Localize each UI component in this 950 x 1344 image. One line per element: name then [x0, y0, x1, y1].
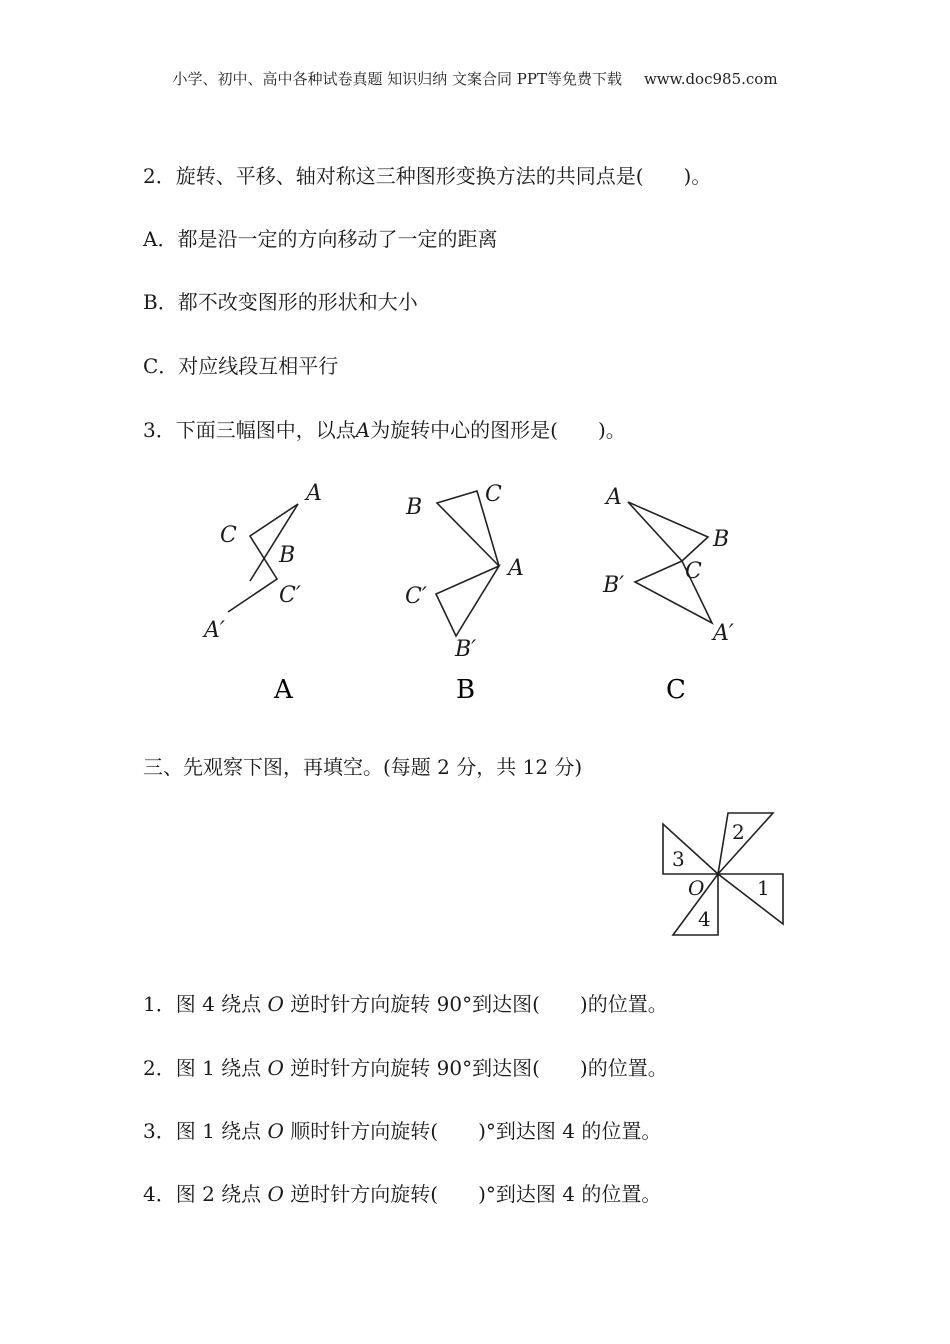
fill-question-1: 1．图 4 绕点 O 逆时针方向旋转 90°到达图( )的位置。 [143, 992, 668, 1016]
fill-question-3: 3．图 1 绕点 O 顺时针方向旋转( )°到达图 4 的位置。 [143, 1119, 662, 1143]
fill-question-2: 2．图 1 绕点 O 逆时针方向旋转 90°到达图( )的位置。 [143, 1056, 668, 1080]
pinwheel-label-1: 1 [757, 876, 770, 900]
pinwheel-label-3: 3 [672, 847, 685, 871]
pinwheel-triangle-2 [718, 813, 773, 874]
figure-c-label-a: A [606, 485, 622, 510]
figure-a-label-c: C [220, 523, 237, 548]
question-2-option-b: B．都不改变图形的形状和大小 [143, 290, 418, 314]
figure-a-label-b: B [279, 543, 296, 568]
pinwheel-label-2: 2 [732, 820, 745, 844]
figure-c-triangle [628, 502, 708, 561]
header-text: 小学、初中、高中各种试卷真题 知识归纳 文案合同 PPT等免费下载 [172, 70, 622, 88]
figure-c-label-b-prime: B′ [603, 573, 625, 598]
fill-question-4: 4．图 2 绕点 O 逆时针方向旋转( )°到达图 4 的位置。 [143, 1182, 662, 1206]
pinwheel-figure [655, 805, 795, 945]
question-2-option-c: C．对应线段互相平行 [143, 354, 339, 378]
figure-a-label-c-prime: C′ [279, 583, 301, 608]
pinwheel-label-o: O [688, 876, 705, 900]
section-3-title: 三、先观察下图，再填空。(每题 2 分，共 12 分) [143, 755, 583, 779]
pinwheel-label-4: 4 [698, 907, 711, 931]
header-site: www.doc985.com [643, 70, 778, 88]
question-2-option-a: A．都是沿一定的方向移动了一定的距离 [143, 227, 498, 251]
question-2-stem: 2．旋转、平移、轴对称这三种图形变换方法的共同点是( )。 [143, 164, 712, 188]
figure-b-caption: B [456, 675, 476, 705]
figure-b-label-a: A [508, 556, 524, 581]
figure-b-label-c: C [485, 482, 502, 507]
figure-b-label-b-prime: B′ [455, 637, 477, 662]
figure-c-label-c: C [685, 559, 702, 584]
figure-b-label-c-prime: C′ [405, 584, 427, 609]
figure-a-label-a-prime: A′ [204, 618, 225, 643]
figure-c-label-a-prime: A′ [713, 621, 734, 646]
rotation-figures [0, 470, 950, 710]
figure-c-caption: C [666, 675, 686, 705]
figure-b-rotated-triangle [436, 566, 499, 636]
page-header [0, 68, 950, 89]
question-3-stem: 3．下面三幅图中，以点A为旋转中心的图形是( )。 [143, 418, 626, 442]
figure-c-label-b: B [713, 527, 730, 552]
pinwheel-triangle-1 [718, 874, 783, 924]
figure-b-label-b: B [406, 495, 423, 520]
figure-a-label-a: A [306, 481, 322, 506]
figure-a-caption: A [274, 675, 293, 705]
